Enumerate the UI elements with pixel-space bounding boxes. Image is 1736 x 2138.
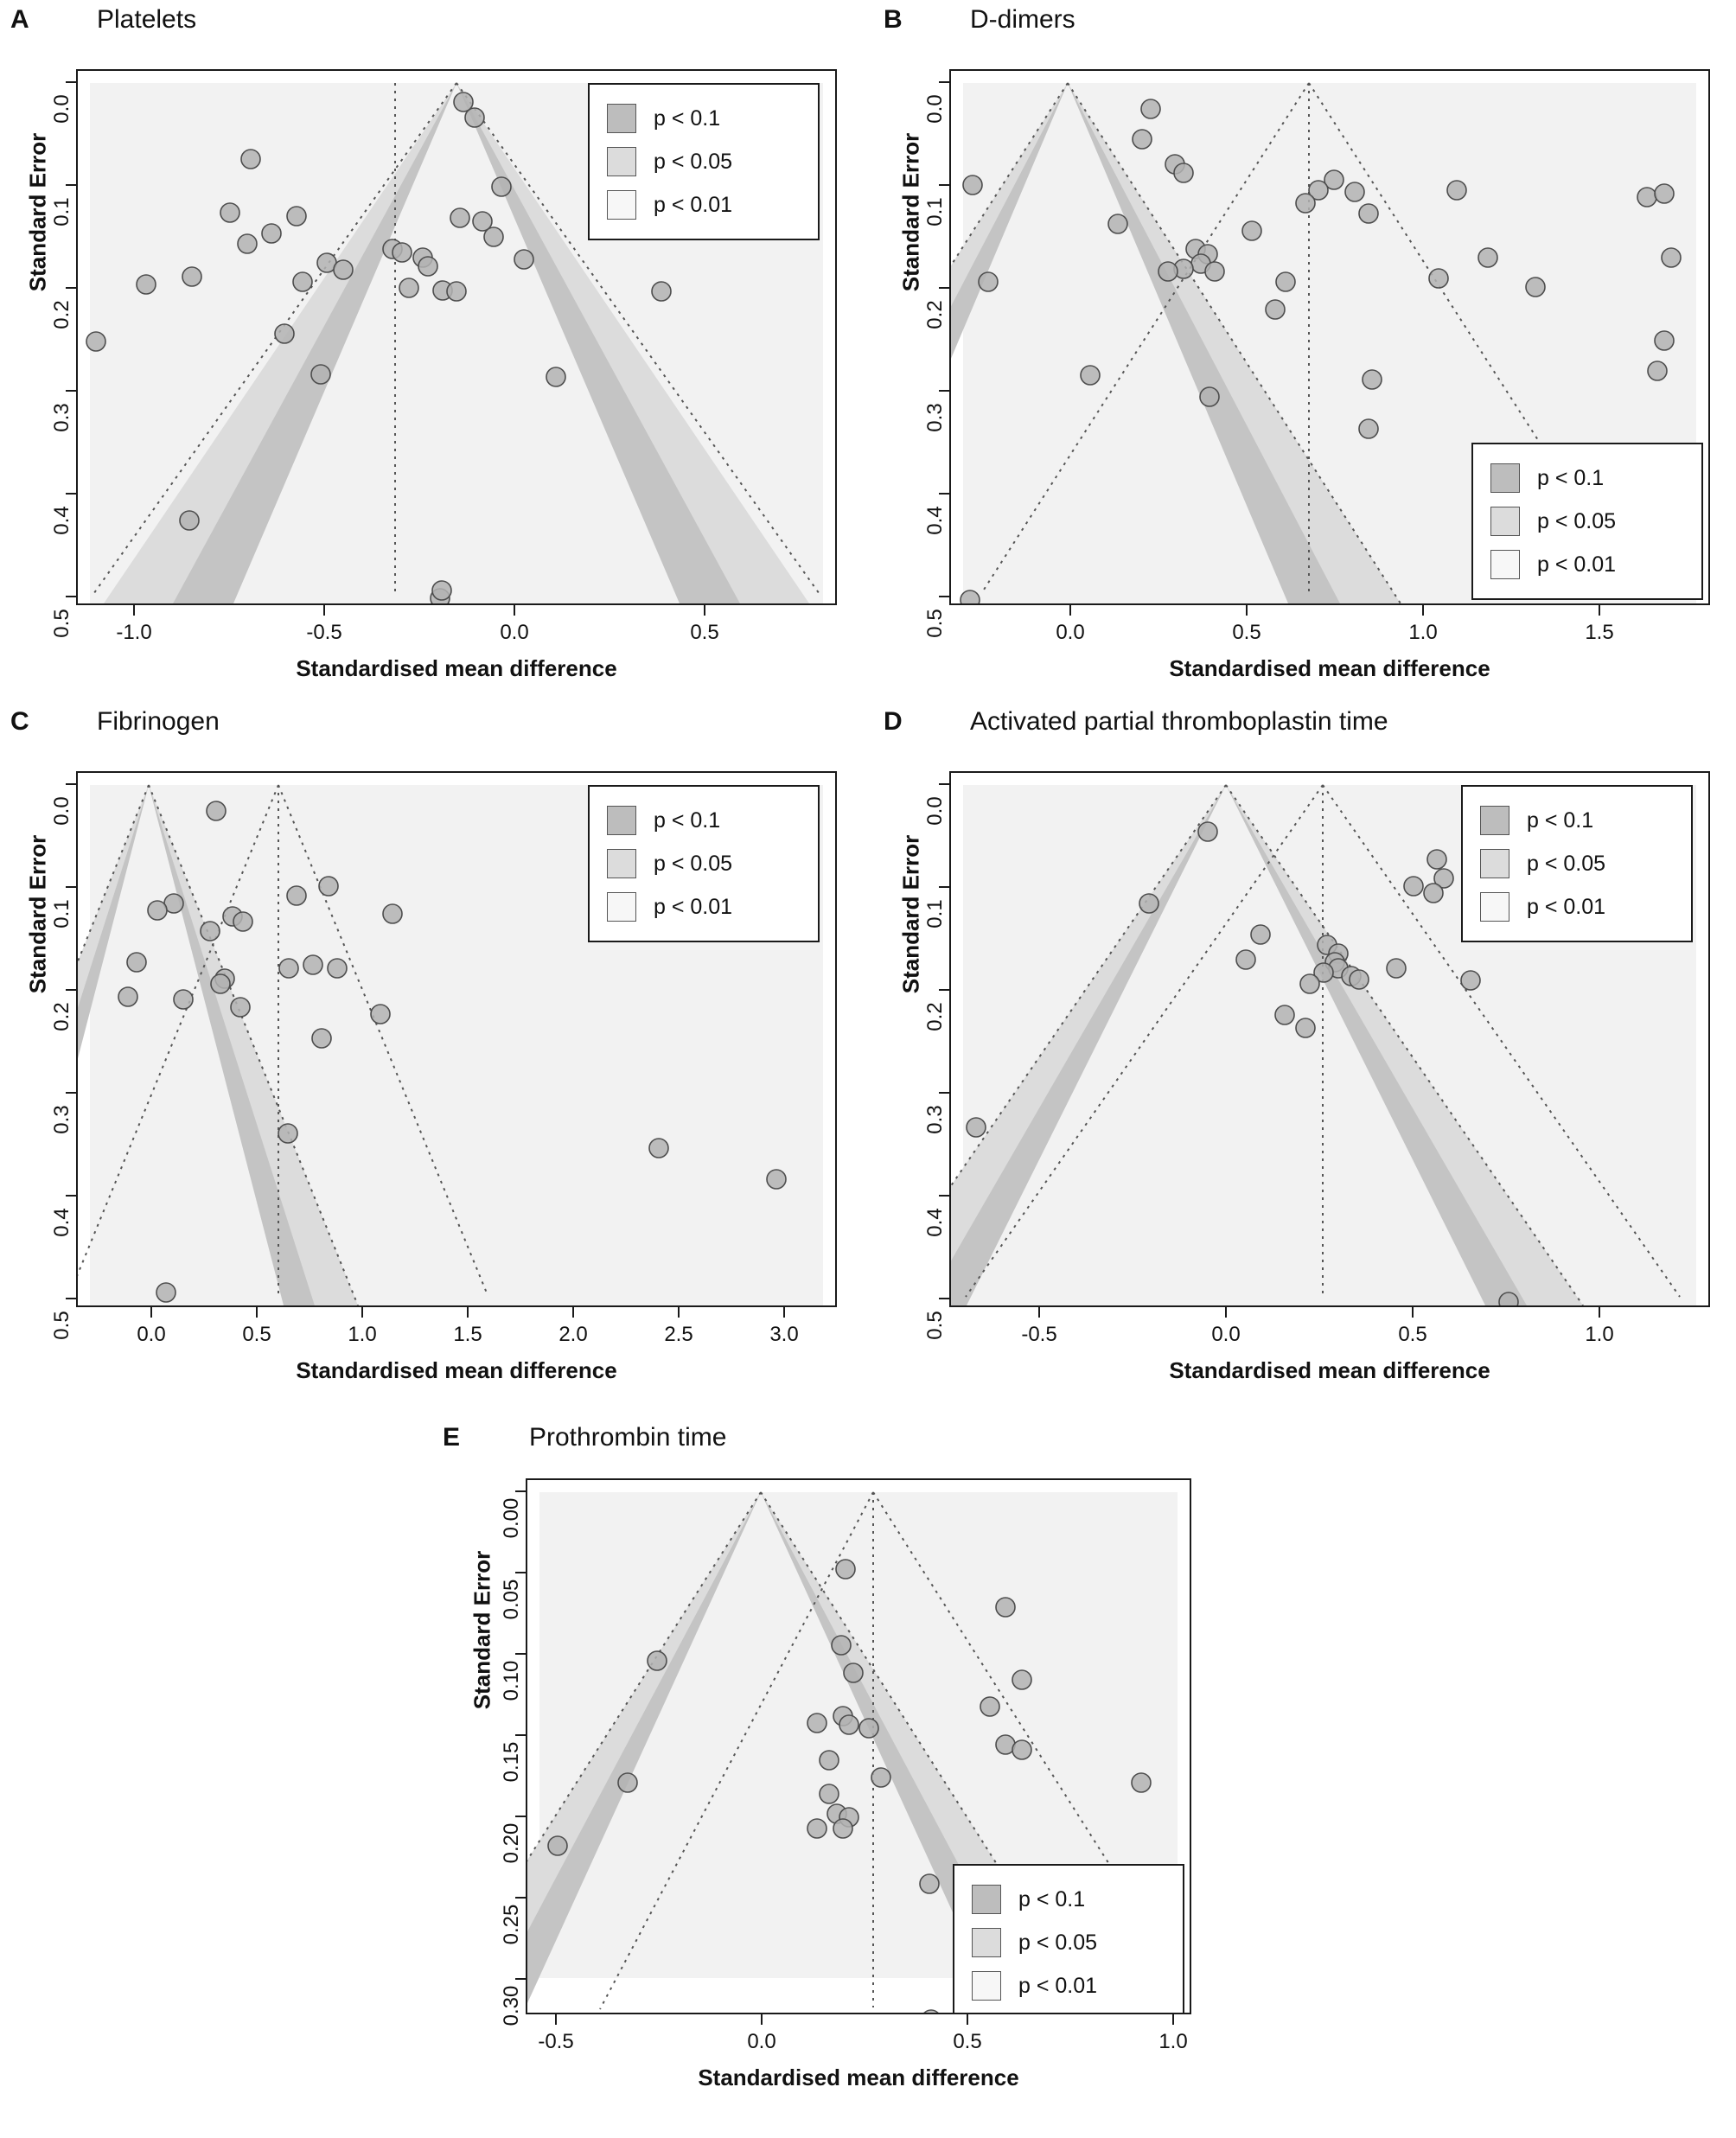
legend-item: [972, 1964, 1165, 2007]
legend-label: p < 0.01: [1537, 552, 1617, 577]
tick-mark: [150, 1307, 152, 1318]
legend-label: p < 0.1: [1537, 465, 1605, 490]
legend-label: p < 0.1: [654, 105, 721, 131]
legend-item: [972, 1878, 1165, 1921]
legend-swatch-p01-icon: [972, 1885, 1001, 1914]
panel-b-legend: [1471, 443, 1703, 600]
legend-item: [1480, 885, 1674, 929]
panel-a-x-axis-label: Standardised mean difference: [296, 655, 617, 681]
legend-label: p < 0.05: [1537, 508, 1617, 533]
panel-b-plot-frame: [949, 69, 1710, 605]
y-tick-label: 0.4: [50, 506, 73, 535]
legend-item: [1490, 500, 1684, 543]
panel-b-plot: [923, 69, 1710, 681]
panel-e: [432, 1418, 1297, 2127]
legend-label: p < 0.01: [1018, 1973, 1098, 1998]
x-tick-label: 0.5: [1398, 1323, 1427, 1346]
tick-mark: [323, 605, 325, 616]
legend-label: p < 0.01: [1527, 894, 1606, 919]
panel-d-plot-frame: [949, 771, 1710, 1307]
legend-label: p < 0.01: [654, 894, 733, 919]
panel-d: [873, 702, 1736, 1385]
panel-a-y-axis-label: Standard Error: [24, 132, 51, 292]
legend-item: [1480, 842, 1674, 885]
panel-e-plot-frame: [526, 1478, 1191, 2014]
y-tick-label: 0.2: [923, 1002, 947, 1031]
y-tick-label: 0.1: [923, 197, 947, 227]
x-tick-label: 0.5: [690, 621, 719, 644]
x-tick-label: 1.0: [1408, 621, 1438, 644]
legend-item: [607, 799, 801, 842]
legend-item: [1490, 543, 1684, 586]
legend-item: [972, 1921, 1165, 1964]
tick-mark: [1172, 2014, 1174, 2025]
legend-item: [607, 140, 801, 183]
y-tick-label: 0.0: [923, 94, 947, 124]
panel-e-title: Prothrombin time: [529, 1423, 727, 1452]
x-tick-label: 0.5: [953, 2030, 982, 2053]
legend-swatch-p005-icon: [607, 147, 636, 176]
legend-swatch-p001-icon: [607, 190, 636, 220]
y-tick-label: 0.0: [50, 796, 73, 826]
legend-swatch-p001-icon: [1490, 550, 1520, 579]
legend-swatch-p01-icon: [1490, 463, 1520, 493]
tick-mark: [1038, 1307, 1040, 1318]
y-tick-label: 0.30: [500, 1985, 523, 2026]
tick-mark: [1246, 605, 1248, 616]
y-tick-label: 0.2: [50, 300, 73, 329]
panel-b: [873, 0, 1736, 683]
x-tick-label: 0.0: [500, 621, 529, 644]
panel-c: [0, 702, 865, 1385]
y-tick-label: 0.0: [50, 94, 73, 124]
x-tick-label: 1.5: [453, 1323, 482, 1346]
x-tick-label: 1.5: [1585, 621, 1614, 644]
y-tick-label: 0.1: [50, 899, 73, 929]
tick-mark: [361, 1307, 363, 1318]
y-tick-label: 0.5: [923, 1311, 947, 1340]
y-tick-label: 0.3: [50, 1105, 73, 1134]
panel-c-letter: C: [10, 707, 29, 736]
legend-item: [1490, 456, 1684, 500]
x-tick-label: 0.0: [747, 2030, 776, 2053]
panel-c-x-axis-label: Standardised mean difference: [296, 1357, 617, 1383]
panel-a-letter: A: [10, 5, 29, 34]
panel-d-x-axis-label: Standardised mean difference: [1169, 1357, 1490, 1383]
legend-swatch-p01-icon: [607, 104, 636, 133]
legend-swatch-p005-icon: [607, 849, 636, 878]
x-tick-label: -1.0: [116, 621, 152, 644]
y-tick-label: 0.15: [500, 1741, 523, 1783]
legend-label: p < 0.1: [1527, 807, 1594, 833]
x-tick-label: 1.0: [1585, 1323, 1614, 1346]
panel-c-plot: [50, 771, 837, 1383]
legend-label: p < 0.1: [1018, 1886, 1086, 1911]
y-tick-label: 0.3: [923, 1105, 947, 1134]
legend-swatch-p005-icon: [1490, 507, 1520, 536]
y-tick-label: 0.4: [923, 1208, 947, 1237]
legend-item: [1480, 799, 1674, 842]
legend-swatch-p001-icon: [972, 1971, 1001, 2001]
legend-label: p < 0.05: [1527, 851, 1606, 876]
legend-swatch-p001-icon: [1480, 892, 1509, 922]
legend-label: p < 0.05: [654, 149, 733, 174]
y-tick-label: 0.4: [923, 506, 947, 535]
legend-swatch-p005-icon: [1480, 849, 1509, 878]
panel-b-letter: B: [884, 5, 903, 34]
y-tick-label: 0.5: [923, 609, 947, 638]
y-tick-label: 0.05: [500, 1579, 523, 1620]
panel-b-title: D-dimers: [970, 5, 1075, 34]
tick-mark: [783, 1307, 785, 1318]
y-tick-label: 0.5: [50, 1311, 73, 1340]
x-tick-label: 2.0: [558, 1323, 588, 1346]
tick-mark: [1412, 1307, 1414, 1318]
legend-swatch-p01-icon: [1480, 806, 1509, 835]
y-tick-label: 0.0: [923, 796, 947, 826]
x-tick-label: 0.5: [242, 1323, 271, 1346]
y-tick-label: 0.2: [50, 1002, 73, 1031]
x-tick-label: 0.0: [1211, 1323, 1241, 1346]
y-tick-label: 0.20: [500, 1822, 523, 1864]
y-tick-label: 0.1: [923, 899, 947, 929]
x-tick-label: 0.0: [137, 1323, 166, 1346]
tick-mark: [572, 1307, 574, 1318]
legend-swatch-p001-icon: [607, 892, 636, 922]
tick-mark: [256, 1307, 258, 1318]
panel-a-plot-frame: [76, 69, 837, 605]
x-tick-label: 0.5: [1232, 621, 1261, 644]
legend-swatch-p005-icon: [972, 1928, 1001, 1957]
legend-swatch-p01-icon: [607, 806, 636, 835]
tick-mark: [514, 605, 515, 616]
panel-a: [0, 0, 865, 683]
x-tick-label: 3.0: [769, 1323, 799, 1346]
x-tick-label: -0.5: [538, 2030, 574, 2053]
y-tick-label: 0.2: [923, 300, 947, 329]
legend-label: p < 0.05: [1018, 1930, 1098, 1955]
panel-c-plot-frame: [76, 771, 837, 1307]
x-tick-label: -0.5: [306, 621, 342, 644]
x-tick-label: 2.5: [664, 1323, 693, 1346]
y-tick-label: 0.3: [923, 403, 947, 432]
legend-item: [607, 97, 801, 140]
panel-a-legend: [588, 83, 820, 240]
y-tick-label: 0.25: [500, 1904, 523, 1945]
tick-mark: [1069, 605, 1071, 616]
panel-e-y-axis-label: Standard Error: [469, 1550, 495, 1710]
panel-e-x-axis-label: Standardised mean difference: [698, 2065, 1019, 2090]
y-tick-label: 0.10: [500, 1660, 523, 1701]
tick-mark: [761, 2014, 763, 2025]
x-tick-label: -0.5: [1021, 1323, 1057, 1346]
panel-d-title: Activated partial thromboplastin time: [970, 707, 1388, 736]
tick-mark: [678, 1307, 680, 1318]
tick-mark: [555, 2014, 557, 2025]
panel-d-letter: D: [884, 707, 903, 736]
tick-mark: [467, 1307, 469, 1318]
y-tick-label: 0.5: [50, 609, 73, 638]
x-tick-label: 0.0: [1056, 621, 1085, 644]
tick-mark: [704, 605, 705, 616]
legend-label: p < 0.05: [654, 851, 733, 876]
panel-a-plot: [50, 69, 837, 681]
panel-b-y-axis-label: Standard Error: [897, 132, 924, 292]
x-tick-label: 1.0: [1158, 2030, 1188, 2053]
legend-item: [607, 842, 801, 885]
y-tick-label: 0.3: [50, 403, 73, 432]
tick-mark: [133, 605, 135, 616]
tick-mark: [1599, 1307, 1600, 1318]
y-tick-label: 0.00: [500, 1497, 523, 1539]
panel-d-plot: [923, 771, 1710, 1383]
legend-item: [607, 183, 801, 227]
y-tick-label: 0.4: [50, 1208, 73, 1237]
panel-e-letter: E: [443, 1423, 461, 1452]
legend-item: [607, 885, 801, 929]
legend-label: p < 0.01: [654, 192, 733, 217]
panel-b-x-axis-label: Standardised mean difference: [1169, 655, 1490, 681]
panel-a-title: Platelets: [97, 5, 197, 34]
y-tick-label: 0.1: [50, 197, 73, 227]
panel-d-y-axis-label: Standard Error: [897, 834, 924, 994]
x-tick-label: 1.0: [348, 1323, 377, 1346]
panel-d-legend: [1461, 785, 1693, 942]
tick-mark: [1225, 1307, 1227, 1318]
panel-e-plot: [500, 1478, 1191, 2090]
panel-c-title: Fibrinogen: [97, 707, 220, 736]
tick-mark: [1422, 605, 1424, 616]
panel-c-y-axis-label: Standard Error: [24, 834, 51, 994]
tick-mark: [967, 2014, 968, 2025]
legend-label: p < 0.1: [654, 807, 721, 833]
tick-mark: [1599, 605, 1600, 616]
panel-e-legend: [953, 1864, 1184, 2014]
panel-c-legend: [588, 785, 820, 942]
